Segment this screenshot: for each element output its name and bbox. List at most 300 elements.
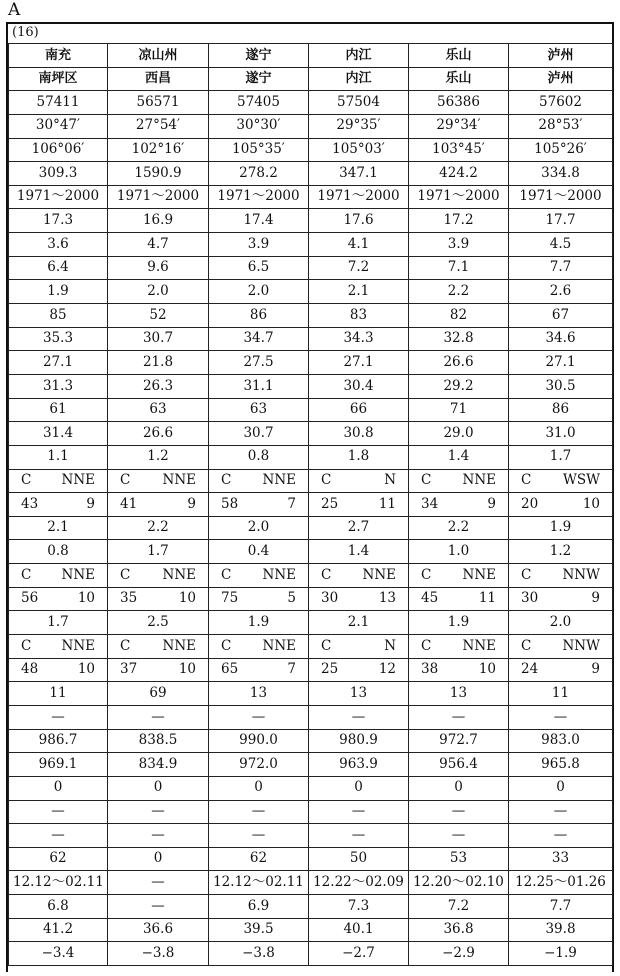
table-cell: 30°47′ — [9, 114, 108, 138]
table-cell: 1590.9 — [108, 162, 209, 186]
table-cell: −1.9 — [509, 942, 613, 966]
table-cell: 2.2 — [409, 516, 509, 540]
table-row — [9, 682, 613, 706]
table-cell: 3.9 — [209, 233, 309, 257]
table-cell: 26.6 — [409, 351, 509, 375]
table-row — [9, 800, 613, 824]
table-row — [9, 469, 613, 493]
cell-pair-left: 75 — [221, 590, 239, 607]
table-cell: 17.7 — [509, 209, 613, 233]
table-cell: 39.8 — [509, 918, 613, 942]
table-cell: 2.1 — [309, 611, 409, 635]
cell-pair-left: C — [221, 472, 232, 489]
table-cell: 34.3 — [309, 327, 409, 351]
cell-pair — [513, 637, 608, 654]
cell-pair — [112, 495, 204, 512]
table-frame — [6, 22, 614, 972]
table-cell: 1971～2000 — [108, 185, 209, 209]
cell-pair-left: C — [521, 472, 532, 489]
table-cell — [9, 493, 108, 517]
cell-pair-right: 7 — [287, 661, 296, 678]
cell-pair-right: NNE — [262, 637, 296, 654]
table-cell: 63 — [108, 398, 209, 422]
cell-pair — [112, 637, 204, 654]
table-cell — [409, 493, 509, 517]
table-cell — [409, 587, 509, 611]
cell-pair-right: NNE — [462, 566, 496, 583]
table-cell: — — [309, 800, 409, 824]
table-cell: 1.9 — [509, 516, 613, 540]
table-cell: 遂宁 — [209, 44, 309, 68]
table-cell: 7.7 — [509, 256, 613, 280]
table-cell: 57405 — [209, 91, 309, 115]
table-row — [9, 776, 613, 800]
cell-pair — [112, 566, 204, 583]
cell-pair-left: 38 — [421, 661, 439, 678]
table-cell: 31.4 — [9, 422, 108, 446]
cell-pair — [213, 663, 304, 677]
table-row — [9, 847, 613, 871]
cell-pair — [112, 663, 204, 677]
table-cell: 泸州 — [509, 67, 613, 91]
table-cell: 105°26′ — [509, 138, 613, 162]
cell-pair — [13, 637, 103, 654]
table-cell: 0.4 — [209, 540, 309, 564]
cell-pair — [413, 637, 504, 654]
table-cell: 990.0 — [209, 729, 309, 753]
table-cell: 27.5 — [209, 351, 309, 375]
table-row — [9, 753, 613, 777]
cell-pair-left: C — [421, 637, 432, 654]
table-cell — [108, 658, 209, 682]
table-cell: 1.7 — [509, 445, 613, 469]
cell-pair-right: 9 — [591, 590, 600, 607]
table-cell: −3.8 — [108, 942, 209, 966]
cell-pair-right: 10 — [478, 661, 496, 678]
table-cell: 凉山州 — [108, 44, 209, 68]
table-row — [9, 256, 613, 280]
cell-pair-left: 56 — [21, 590, 39, 607]
cell-pair-left: 65 — [221, 661, 239, 678]
table-cell: 泸州 — [509, 44, 613, 68]
cell-pair-right: 10 — [582, 495, 600, 512]
table-row — [9, 233, 613, 257]
table-cell — [108, 469, 209, 493]
table-cell: 83 — [309, 304, 409, 328]
table-cell: 4.7 — [108, 233, 209, 257]
cell-pair-left: 48 — [21, 661, 39, 678]
table-cell: 3.6 — [9, 233, 108, 257]
table-cell: 南坪区 — [9, 67, 108, 91]
table-cell: 972.7 — [409, 729, 509, 753]
table-cell: 1971～2000 — [209, 185, 309, 209]
cell-pair-right: N — [384, 637, 396, 654]
table-cell: — — [108, 895, 209, 919]
cell-pair-left: C — [21, 472, 32, 489]
table-cell: 2.0 — [509, 611, 613, 635]
table-cell: −3.8 — [209, 942, 309, 966]
table-row — [9, 304, 613, 328]
table-cell: 1.9 — [209, 611, 309, 635]
cell-pair-right: WSW — [563, 472, 600, 489]
table-cell: 66 — [309, 398, 409, 422]
table-cell: 31.3 — [9, 374, 108, 398]
table-cell: 86 — [509, 398, 613, 422]
table-cell: 9.6 — [108, 256, 209, 280]
table-cell: 南充 — [9, 44, 108, 68]
table-row — [9, 91, 613, 115]
table-cell — [309, 635, 409, 659]
table-cell: 29.2 — [409, 374, 509, 398]
table-cell: −2.9 — [409, 942, 509, 966]
cell-pair-right: 7 — [287, 495, 296, 512]
table-cell — [409, 469, 509, 493]
table-cell: −2.7 — [309, 942, 409, 966]
table-cell — [509, 493, 613, 517]
table-cell: 0 — [108, 776, 209, 800]
cell-pair-left: 30 — [321, 590, 339, 607]
table-cell: 56571 — [108, 91, 209, 115]
cell-pair — [313, 592, 404, 606]
table-cell: 27.1 — [309, 351, 409, 375]
table-cell: — — [108, 705, 209, 729]
table-cell: 36.6 — [108, 918, 209, 942]
table-cell: 1.0 — [409, 540, 509, 564]
cell-pair-right: NNE — [162, 637, 196, 654]
cell-pair-left: C — [421, 566, 432, 583]
table-cell: 1971～2000 — [409, 185, 509, 209]
cell-pair — [313, 495, 404, 512]
table-row — [9, 564, 613, 588]
table-cell: 30.7 — [209, 422, 309, 446]
table-cell: 0 — [409, 776, 509, 800]
table-row — [9, 516, 613, 540]
table-row — [9, 493, 613, 517]
table-cell: 7.2 — [309, 256, 409, 280]
table-cell: — — [509, 824, 613, 848]
table-cell — [509, 658, 613, 682]
table-cell: 17.6 — [309, 209, 409, 233]
table-cell: 26.3 — [108, 374, 209, 398]
cell-pair-left: 45 — [421, 590, 439, 607]
table-cell — [9, 635, 108, 659]
table-cell — [108, 564, 209, 588]
cell-pair-left: C — [221, 637, 232, 654]
cell-pair-right: NNE — [362, 566, 396, 583]
cell-pair — [313, 637, 404, 654]
table-row — [9, 138, 613, 162]
table-cell: 1.9 — [9, 280, 108, 304]
cell-pair-left: 34 — [421, 495, 439, 512]
table-cell: 86 — [209, 304, 309, 328]
cell-pair-left: C — [521, 637, 532, 654]
table-cell: 12.20～02.10 — [409, 871, 509, 895]
cell-pair — [313, 566, 404, 583]
cell-pair-left: C — [21, 566, 32, 583]
cell-pair-left: C — [321, 637, 332, 654]
cell-pair-right: 10 — [178, 590, 196, 607]
cell-pair-right: 9 — [86, 495, 95, 512]
table-cell — [309, 587, 409, 611]
table-cell: 29°34′ — [409, 114, 509, 138]
table-cell: 965.8 — [509, 753, 613, 777]
table-cell: 33 — [509, 847, 613, 871]
table-cell: 40.1 — [309, 918, 409, 942]
table-cell: — — [108, 824, 209, 848]
table-cell — [509, 587, 613, 611]
table-cell: — — [9, 705, 108, 729]
table-cell: 13 — [309, 682, 409, 706]
table-row — [9, 942, 613, 966]
cell-pair — [213, 592, 304, 606]
table-cell: 2.2 — [108, 516, 209, 540]
table-cell — [209, 469, 309, 493]
cell-pair-right: 12 — [378, 661, 396, 678]
table-row — [9, 611, 613, 635]
table-row — [9, 635, 613, 659]
table-cell — [9, 469, 108, 493]
cell-pair — [413, 566, 504, 583]
table-cell: 11 — [9, 682, 108, 706]
table-cell: 17.3 — [9, 209, 108, 233]
cell-pair — [112, 474, 204, 488]
table-cell: 969.1 — [9, 753, 108, 777]
table-cell — [209, 587, 309, 611]
table-cell — [409, 658, 509, 682]
table-cell: 11 — [509, 682, 613, 706]
table-cell: — — [409, 824, 509, 848]
cell-pair — [413, 474, 504, 488]
table-cell — [409, 564, 509, 588]
cell-pair-right: NNE — [61, 472, 95, 489]
cell-pair-left: C — [521, 566, 532, 583]
cell-pair-right: 10 — [77, 661, 95, 678]
table-cell: 西昌 — [108, 67, 209, 91]
table-cell: 0 — [309, 776, 409, 800]
cell-pair-left: C — [120, 637, 131, 654]
table-cell: 0 — [108, 847, 209, 871]
table-cell: 27.1 — [9, 351, 108, 375]
table-row — [9, 705, 613, 729]
cell-pair — [13, 592, 103, 606]
table-row — [9, 824, 613, 848]
table-cell: 1.2 — [108, 445, 209, 469]
table-row — [9, 918, 613, 942]
table-cell: — — [108, 871, 209, 895]
table-cell: 7.1 — [409, 256, 509, 280]
table-cell: 2.1 — [9, 516, 108, 540]
table-row — [9, 67, 613, 91]
table-cell: — — [209, 705, 309, 729]
cell-pair — [213, 495, 304, 512]
table-cell: 0.8 — [209, 445, 309, 469]
table-cell: 41.2 — [9, 918, 108, 942]
table-cell: 50 — [309, 847, 409, 871]
cell-pair — [13, 495, 103, 512]
table-row — [9, 327, 613, 351]
cell-pair — [513, 474, 608, 488]
cell-pair-left: C — [221, 566, 232, 583]
table-cell — [409, 635, 509, 659]
table-cell: 2.0 — [209, 280, 309, 304]
cell-pair-left: C — [421, 472, 432, 489]
cell-pair-right: NNE — [462, 472, 496, 489]
cell-pair — [413, 495, 504, 512]
table-cell — [108, 635, 209, 659]
table-cell: 30°30′ — [209, 114, 309, 138]
table-cell: 39.5 — [209, 918, 309, 942]
table-cell: 1971～2000 — [509, 185, 613, 209]
table-cell: 85 — [9, 304, 108, 328]
table-cell: 26.6 — [108, 422, 209, 446]
cell-pair-left: 58 — [221, 495, 239, 512]
table-cell: 32.8 — [409, 327, 509, 351]
cell-pair-right: 10 — [178, 661, 196, 678]
climate-data-table — [8, 43, 613, 966]
table-cell: 17.4 — [209, 209, 309, 233]
cell-pair-right: 9 — [591, 661, 600, 678]
table-row — [9, 351, 613, 375]
table-cell: 27.1 — [509, 351, 613, 375]
table-cell: 0 — [509, 776, 613, 800]
table-cell: 105°35′ — [209, 138, 309, 162]
table-cell: 105°03′ — [309, 138, 409, 162]
cell-pair-right: N — [384, 472, 396, 489]
table-cell: 56386 — [409, 91, 509, 115]
cell-pair-right: 11 — [478, 590, 496, 607]
table-cell: — — [9, 824, 108, 848]
table-cell: 53 — [409, 847, 509, 871]
table-cell: 956.4 — [409, 753, 509, 777]
table-cell: 12.12～02.11 — [9, 871, 108, 895]
cell-pair-left: 35 — [120, 590, 138, 607]
table-cell: 28°53′ — [509, 114, 613, 138]
cell-pair — [13, 566, 103, 583]
table-cell — [108, 587, 209, 611]
table-cell: 69 — [108, 682, 209, 706]
table-cell: 2.6 — [509, 280, 613, 304]
table-cell: 1.4 — [309, 540, 409, 564]
table-cell: 34.7 — [209, 327, 309, 351]
table-cell: 57504 — [309, 91, 409, 115]
table-cell: 52 — [108, 304, 209, 328]
table-cell: 内江 — [309, 67, 409, 91]
cell-pair — [513, 663, 608, 677]
table-cell: — — [309, 824, 409, 848]
cell-pair-right: 13 — [378, 590, 396, 607]
table-cell — [9, 564, 108, 588]
table-cell: 7.2 — [409, 895, 509, 919]
table-cell: 67 — [509, 304, 613, 328]
table-cell: 7.3 — [309, 895, 409, 919]
table-row — [9, 871, 613, 895]
table-row — [9, 44, 613, 68]
table-row — [9, 729, 613, 753]
table-cell: 106°06′ — [9, 138, 108, 162]
table-cell: 0 — [9, 776, 108, 800]
table-cell: 63 — [209, 398, 309, 422]
cell-pair — [13, 663, 103, 677]
table-row — [9, 209, 613, 233]
table-row — [9, 162, 613, 186]
table-cell: 12.22～02.09 — [309, 871, 409, 895]
cell-pair-right: NNW — [562, 566, 600, 583]
table-cell: 980.9 — [309, 729, 409, 753]
table-row — [9, 587, 613, 611]
cell-pair-left: 43 — [21, 495, 39, 512]
cell-pair — [513, 566, 608, 583]
cell-pair-left: C — [21, 637, 32, 654]
table-row — [9, 114, 613, 138]
table-row — [9, 280, 613, 304]
table-row — [9, 185, 613, 209]
table-cell: 2.2 — [409, 280, 509, 304]
table-cell: 31.0 — [509, 422, 613, 446]
table-cell: 31.1 — [209, 374, 309, 398]
table-cell: 12.25～01.26 — [509, 871, 613, 895]
table-cell: — — [209, 824, 309, 848]
cell-pair — [413, 592, 504, 606]
table-cell: 6.9 — [209, 895, 309, 919]
table-cell: — — [509, 800, 613, 824]
table-cell: — — [9, 800, 108, 824]
table-cell: 乐山 — [409, 67, 509, 91]
cell-pair-left: 25 — [321, 661, 339, 678]
table-cell: 82 — [409, 304, 509, 328]
table-cell: 1.8 — [309, 445, 409, 469]
table-cell — [309, 658, 409, 682]
table-cell: 1.9 — [409, 611, 509, 635]
cell-pair-right: 10 — [77, 590, 95, 607]
table-cell — [209, 564, 309, 588]
table-cell: 17.2 — [409, 209, 509, 233]
table-cell: 963.9 — [309, 753, 409, 777]
cell-pair — [213, 566, 304, 583]
cell-pair-right: 11 — [378, 495, 396, 512]
table-number: (16) — [12, 25, 39, 40]
cell-pair — [513, 495, 608, 512]
cell-pair-right: NNE — [162, 566, 196, 583]
table-cell: — — [309, 705, 409, 729]
cell-pair-left: 37 — [120, 661, 138, 678]
cell-pair — [112, 592, 204, 606]
cell-pair-right: NNE — [262, 566, 296, 583]
table-cell: 27°54′ — [108, 114, 209, 138]
table-cell — [509, 564, 613, 588]
table-cell: −3.4 — [9, 942, 108, 966]
table-cell: 983.0 — [509, 729, 613, 753]
table-cell: 61 — [9, 398, 108, 422]
cell-pair-right: 9 — [187, 495, 196, 512]
table-cell: 0 — [209, 776, 309, 800]
table-cell: 6.4 — [9, 256, 108, 280]
cell-pair-left: C — [321, 472, 332, 489]
table-cell: — — [409, 705, 509, 729]
table-cell: 1.7 — [108, 540, 209, 564]
table-row — [9, 374, 613, 398]
table-cell: 57411 — [9, 91, 108, 115]
table-cell: 1.1 — [9, 445, 108, 469]
table-cell: 30.4 — [309, 374, 409, 398]
table-row — [9, 658, 613, 682]
table-cell: 4.5 — [509, 233, 613, 257]
table-cell: 2.0 — [108, 280, 209, 304]
cell-pair-right: NNE — [462, 637, 496, 654]
table-cell: 30.8 — [309, 422, 409, 446]
table-cell: 13 — [409, 682, 509, 706]
table-cell — [209, 493, 309, 517]
cell-pair-left: C — [321, 566, 332, 583]
